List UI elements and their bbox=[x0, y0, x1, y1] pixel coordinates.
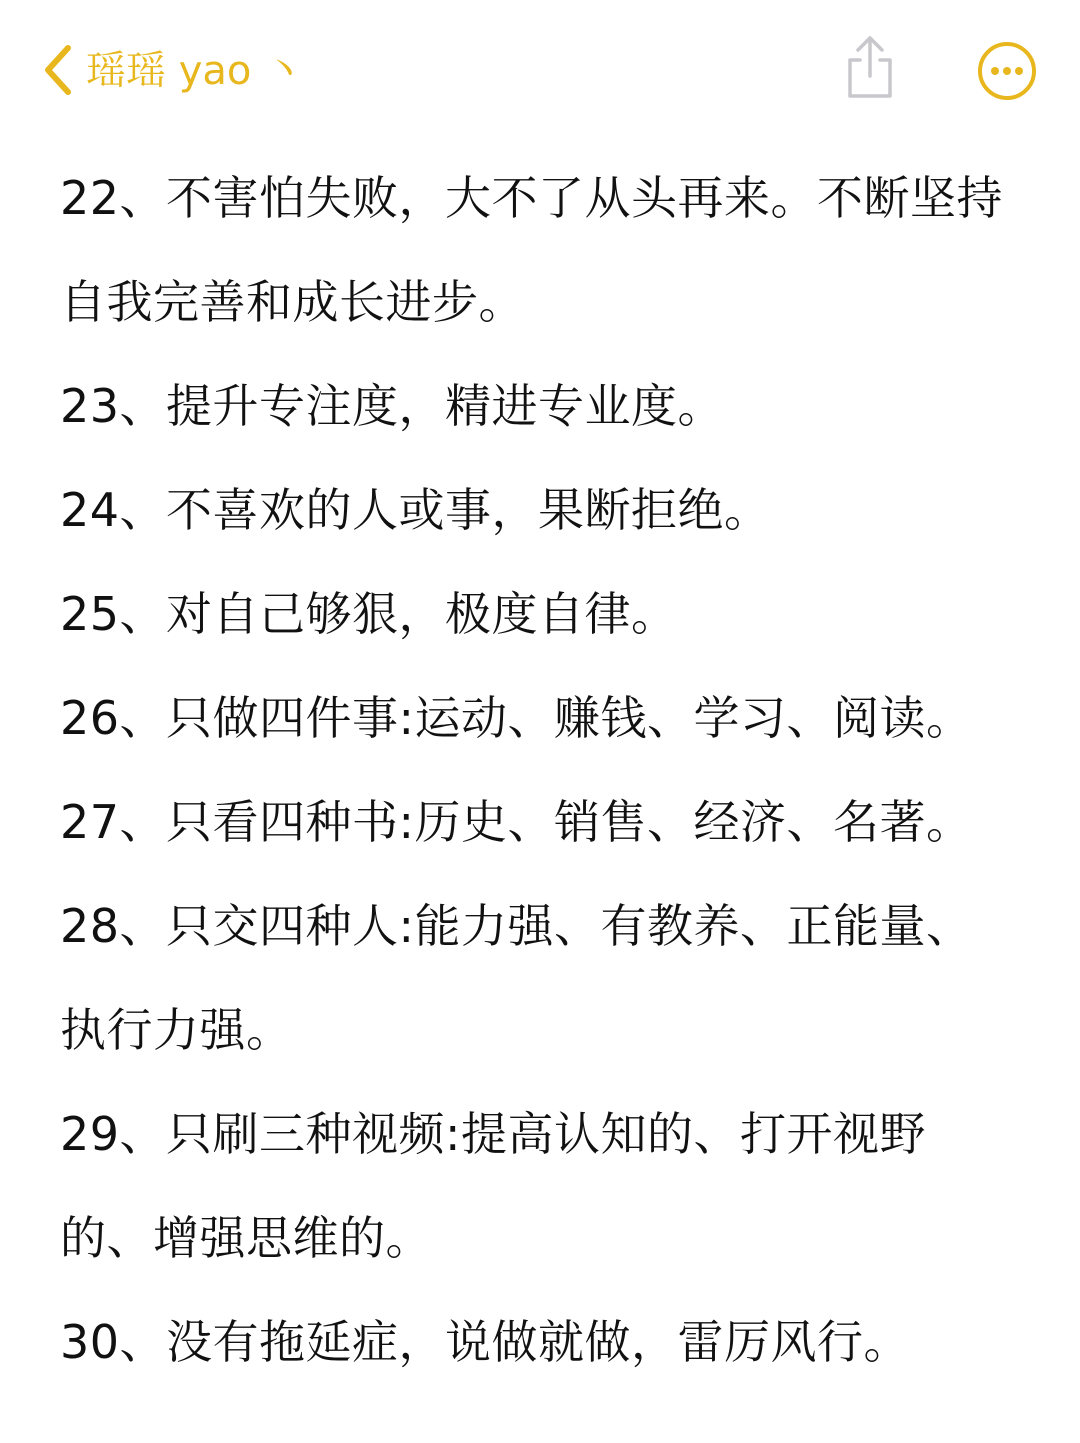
share-button[interactable] bbox=[838, 32, 902, 104]
navigation-bar bbox=[0, 0, 1080, 140]
more-icon bbox=[976, 40, 1038, 102]
note-line: 22、不害怕失败，大不了从头再来。不断坚持 bbox=[60, 171, 1004, 225]
note-line: 27、只看四种书:历史、销售、经济、名著。 bbox=[60, 795, 973, 849]
note-line: 30、没有拖延症，说做就做，雷厉风行。 bbox=[60, 1315, 911, 1369]
note-line: 25、对自己够狠，极度自律。 bbox=[60, 587, 678, 641]
note-line: 29、只刷三种视频:提高认知的、打开视野 bbox=[60, 1107, 927, 1161]
note-title[interactable]: 瑶瑶 yao 丶 bbox=[86, 48, 305, 94]
note-line: 28、只交四种人:能力强、有教养、正能量、 bbox=[60, 899, 973, 953]
back-button[interactable] bbox=[28, 40, 88, 100]
note-body[interactable] bbox=[60, 146, 1040, 1394]
share-icon bbox=[838, 32, 902, 104]
note-line: 自我完善和成长进步。 bbox=[60, 275, 525, 329]
note-line: 24、不喜欢的人或事，果断拒绝。 bbox=[60, 483, 771, 537]
note-line: 的、增强思维的。 bbox=[60, 1211, 432, 1265]
note-line: 执行力强。 bbox=[60, 1003, 293, 1057]
more-button[interactable] bbox=[976, 40, 1038, 102]
note-line: 23、提升专注度，精进专业度。 bbox=[60, 379, 725, 433]
note-line: 26、只做四件事:运动、赚钱、学习、阅读。 bbox=[60, 691, 973, 745]
chevron-left-icon bbox=[38, 42, 78, 98]
